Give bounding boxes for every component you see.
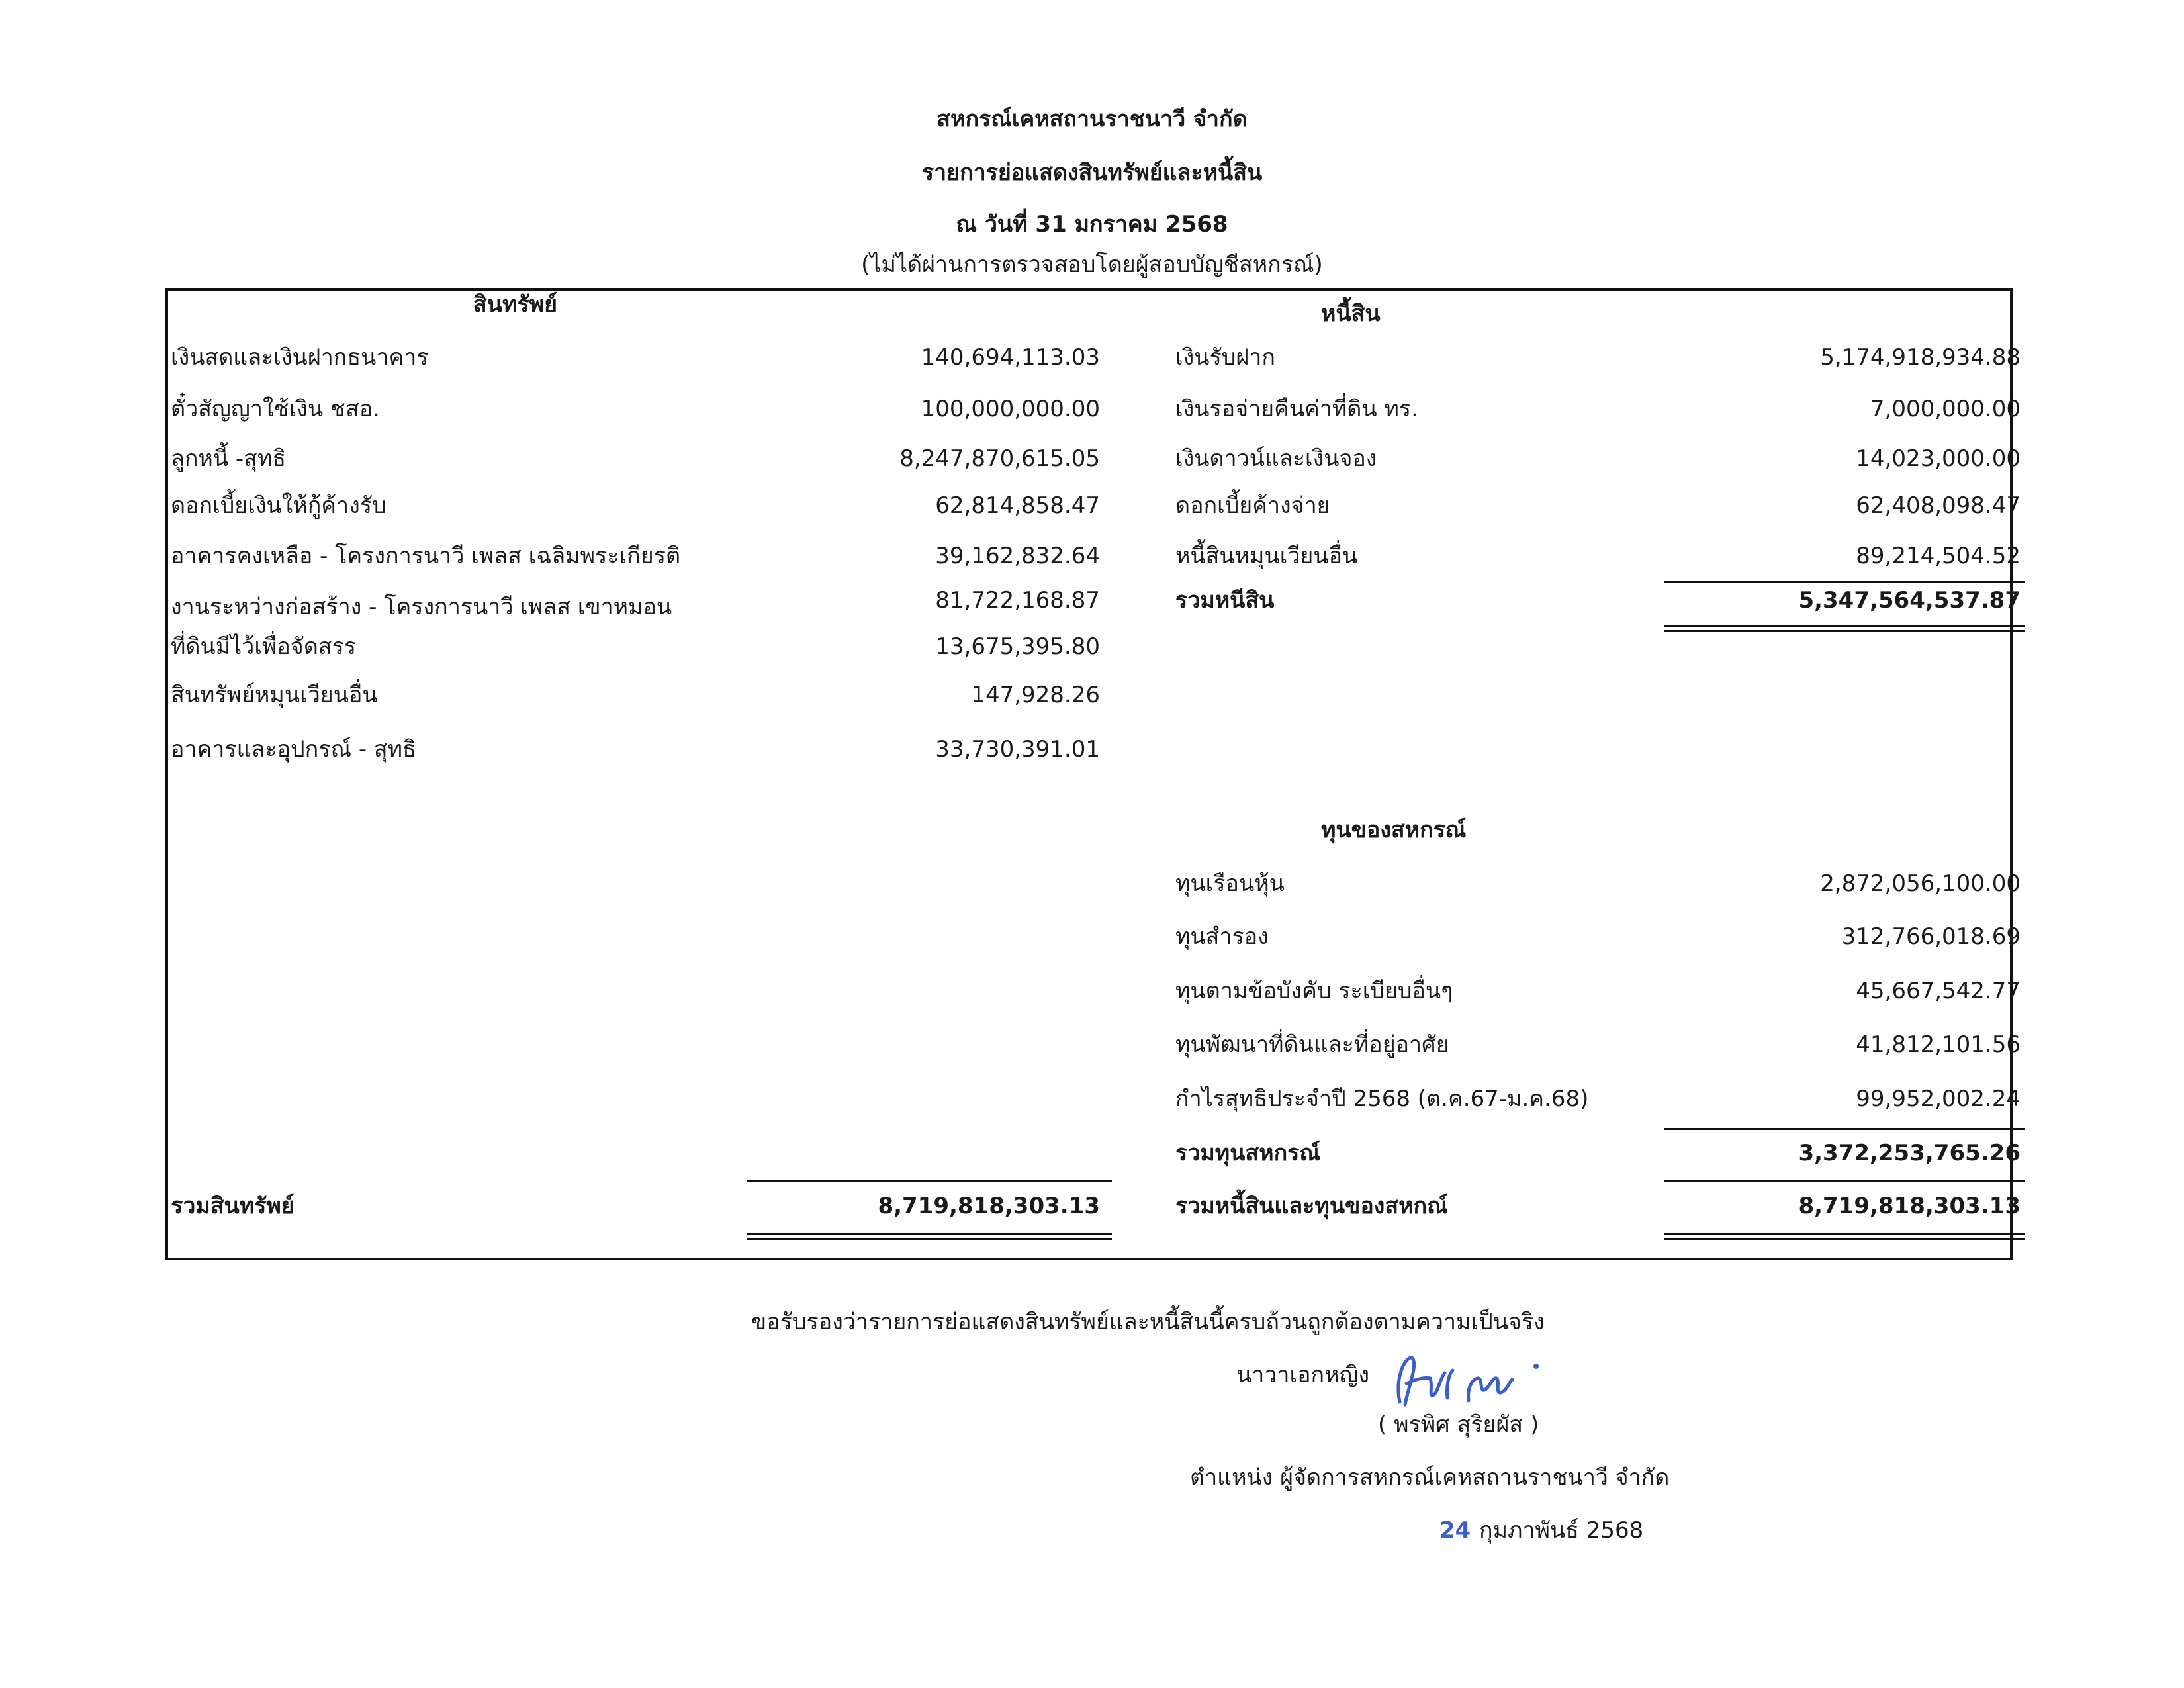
asset-value: 81,722,168.87 (935, 587, 1100, 614)
asset-value: 8,247,870,615.05 (899, 445, 1100, 472)
report-title: รายการย่อแสดงสินทรัพย์และหนี้สิน (921, 160, 1263, 186)
liability-value: 62,408,098.47 (1856, 492, 2021, 519)
signer-position: ตำแหน่ง ผู้จัดการสหกรณ์เคหสถานราชนาวี จำกัด (1190, 1464, 1670, 1491)
asset-value: 62,814,858.47 (935, 492, 1100, 519)
equity-label: ทุนพัฒนาที่ดินและที่อยู่อาศัย (1175, 1031, 1449, 1058)
liability-label: ดอกเบี้ยค้างจ่าย (1175, 492, 1330, 519)
double-rule (1664, 625, 2025, 632)
assets-heading: สินทรัพย์ (473, 291, 558, 318)
asset-value: 13,675,395.80 (935, 633, 1100, 660)
liability-value: 7,000,000.00 (1870, 396, 2021, 422)
signed-day: 24 (1439, 1517, 1471, 1544)
subtotal-rule (1664, 1180, 2025, 1182)
equity-heading: ทุนของสหกรณ์ (1321, 817, 1467, 843)
equity-value: 312,766,018.69 (1841, 923, 2021, 950)
report-date: ณ วันที่ 31 มกราคม 2568 (956, 211, 1228, 238)
signer-rank: นาวาเอกหญิง (1236, 1362, 1370, 1388)
equity-value: 41,812,101.56 (1856, 1031, 2021, 1058)
signer-name: ( พรพิศ สุริยผัส ) (1378, 1411, 1539, 1438)
double-rule (747, 1233, 1112, 1240)
liabilities-heading: หนี้สิน (1321, 301, 1381, 327)
equity-label: ทุนเรือนหุ้น (1175, 870, 1285, 897)
asset-label: ลูกหนี้ -สุทธิ (171, 445, 287, 472)
liability-label: เงินดาวน์และเงินจอง (1175, 445, 1377, 472)
asset-label: งานระหว่างก่อสร้าง - โครงการนาวี เพลส เขาหมอน (171, 594, 672, 620)
asset-label: ตั๋วสัญญาใช้เงิน ชสอ. (171, 396, 380, 422)
liability-value: 14,023,000.00 (1856, 445, 2021, 472)
equity-value: 2,872,056,100.00 (1820, 870, 2021, 897)
asset-value: 33,730,391.01 (935, 736, 1100, 763)
asset-value: 147,928.26 (971, 682, 1100, 708)
asset-value: 39,162,832.64 (935, 543, 1100, 569)
equity-label: ทุนสำรอง (1175, 923, 1269, 950)
grand-total-value: 8,719,818,303.13 (1798, 1193, 2021, 1219)
liabilities-total-value: 5,347,564,537.87 (1798, 587, 2021, 614)
double-rule (1664, 1233, 2025, 1240)
balance-sheet-table (165, 288, 2013, 1260)
asset-label: เงินสดและเงินฝากธนาคาร (171, 344, 429, 371)
liability-label: เงินรอจ่ายคืนค่าที่ดิน ทร. (1175, 396, 1418, 422)
org-name: สหกรณ์เคหสถานราชนาวี จำกัด (936, 106, 1248, 132)
assets-total-label: รวมสินทรัพย์ (171, 1193, 295, 1219)
asset-label: สินทรัพย์หมุนเวียนอื่น (171, 682, 378, 708)
equity-value: 99,952,002.24 (1856, 1086, 2021, 1112)
asset-value: 140,694,113.03 (921, 344, 1100, 371)
equity-label: กำไรสุทธิประจำปี 2568 (ต.ค.67-ม.ค.68) (1175, 1086, 1589, 1112)
asset-label: ดอกเบี้ยเงินให้กู้ค้างรับ (171, 492, 387, 519)
asset-label: ที่ดินมีไว้เพื่อจัดสรร (171, 633, 357, 660)
liabilities-total-label: รวมหนีสิน (1175, 587, 1275, 614)
signed-date: กุมภาพันธ์ 2568 (1479, 1517, 1644, 1544)
subtotal-rule (747, 1180, 1112, 1182)
liability-label: เงินรับฝาก (1175, 344, 1275, 371)
certification-statement: ขอรับรองว่ารายการย่อแสดงสินทรัพย์และหนี้สินนี้ครบถ้วนถูกต้องตามความเป็นจริง (751, 1309, 1545, 1335)
handwritten-signature (1387, 1344, 1545, 1417)
equity-total-label: รวมทุนสหกรณ์ (1175, 1140, 1320, 1166)
assets-total-value: 8,719,818,303.13 (878, 1193, 1100, 1219)
equity-label: ทุนตามข้อบังคับ ระเบียบอื่นๆ (1175, 978, 1453, 1004)
asset-label: อาคารคงเหลือ - โครงการนาวี เพลส เฉลิมพระเกียรติ (171, 543, 681, 569)
asset-value: 100,000,000.00 (921, 396, 1100, 422)
audit-note: (ไม่ได้ผ่านการตรวจสอบโดยผู้สอบบัญชีสหกรณ์) (861, 252, 1323, 278)
subtotal-rule (1664, 1128, 2025, 1130)
grand-total-label: รวมหนี้สินและทุนของสหกณ์ (1175, 1193, 1448, 1219)
equity-value: 45,667,542.77 (1856, 978, 2021, 1004)
equity-total-value: 3,372,253,765.26 (1798, 1140, 2021, 1166)
asset-label: อาคารและอุปกรณ์ - สุทธิ (171, 736, 416, 763)
liability-value: 5,174,918,934.88 (1820, 344, 2021, 371)
liability-value: 89,214,504.52 (1856, 543, 2021, 569)
liability-label: หนี้สินหมุนเวียนอื่น (1175, 543, 1358, 569)
subtotal-rule (1664, 581, 2025, 583)
